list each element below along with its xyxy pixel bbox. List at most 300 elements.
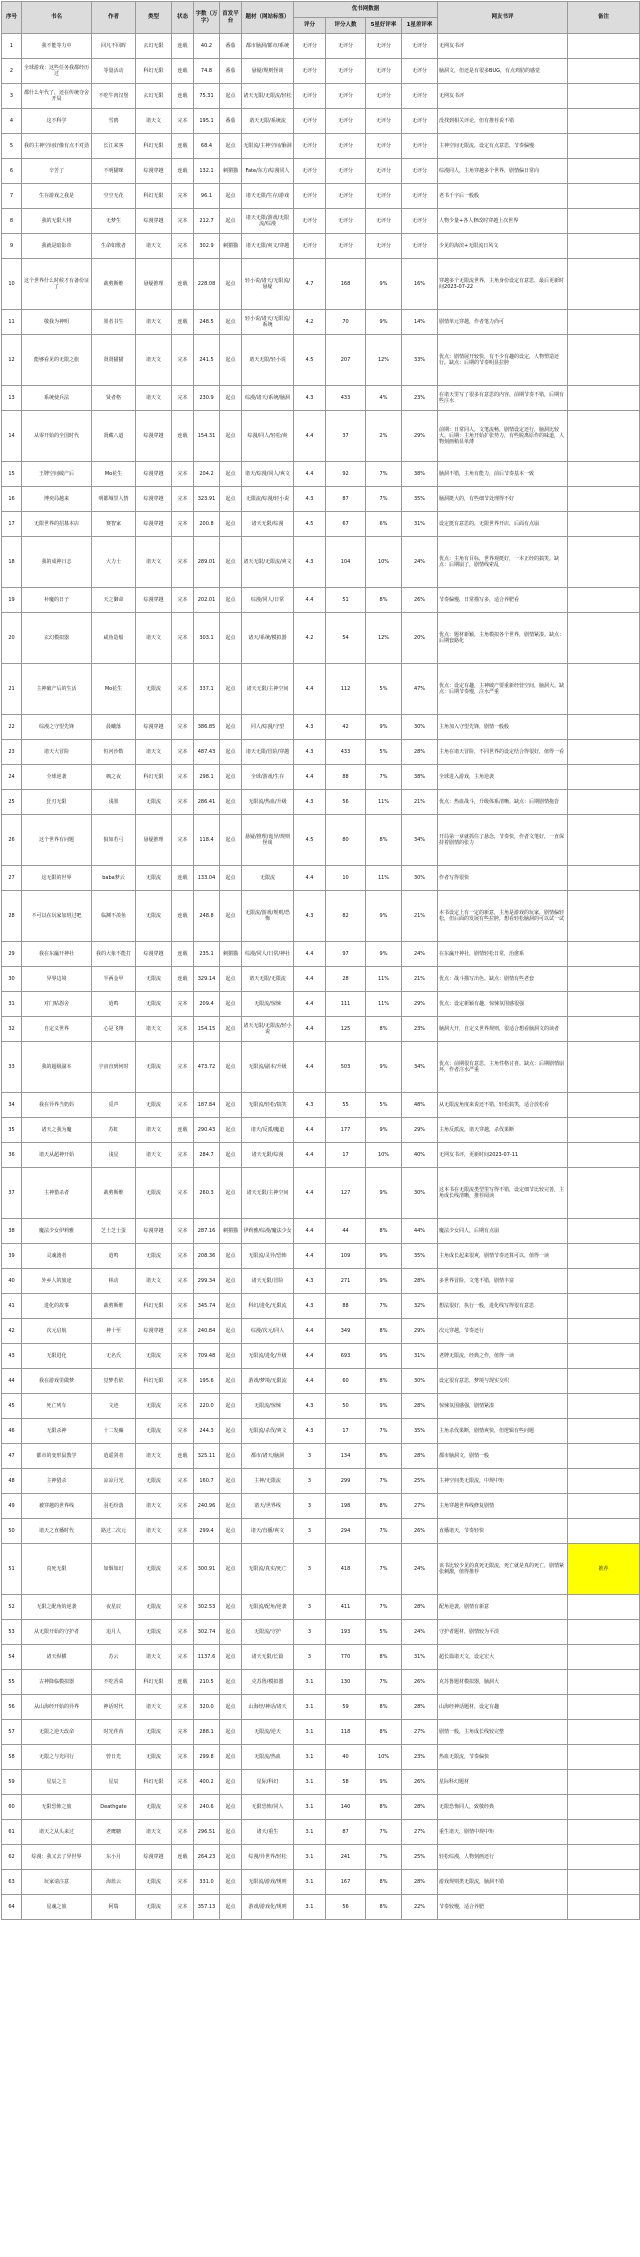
cell-five-star[interactable]: 9%	[366, 715, 402, 740]
cell-note[interactable]	[568, 1820, 640, 1845]
cell-raters[interactable]: 无评分	[326, 184, 366, 209]
cell-status[interactable]: 完本	[172, 1870, 194, 1895]
cell-words[interactable]: 290.43	[194, 1118, 220, 1143]
cell-one-star[interactable]: 29%	[402, 411, 438, 462]
cell-title[interactable]: 我的超级副本	[22, 1042, 92, 1093]
cell-genre[interactable]: 无限流	[136, 1344, 172, 1369]
cell-tags[interactable]: 科幻/进化/无限流	[242, 1294, 294, 1319]
cell-score[interactable]: 4.4	[294, 1219, 326, 1244]
cell-status[interactable]: 连载	[172, 1444, 194, 1469]
cell-score[interactable]: 无评分	[294, 34, 326, 59]
cell-five-star[interactable]: 7%	[366, 487, 402, 512]
cell-words[interactable]: 302.53	[194, 1595, 220, 1620]
cell-tags[interactable]: 无限流/守护	[242, 1620, 294, 1645]
cell-title[interactable]: 诸天从超神开始	[22, 1143, 92, 1168]
cell-status[interactable]: 完本	[172, 1595, 194, 1620]
cell-platform[interactable]: 起点	[220, 1720, 242, 1745]
cell-tags[interactable]: 诸天无限/冒险/穿越	[242, 740, 294, 765]
cell-status[interactable]: 完本	[172, 1369, 194, 1394]
cell-review[interactable]: 优点：战斗描写出色。缺点：剧情有些老套	[438, 967, 568, 992]
cell-author[interactable]: 芝士芝士蛋	[92, 1219, 136, 1244]
cell-five-star[interactable]: 8%	[366, 1494, 402, 1519]
cell-author[interactable]: 逍遥剑者	[92, 1444, 136, 1469]
cell-one-star[interactable]: 28%	[402, 1444, 438, 1469]
cell-score[interactable]: 无评分	[294, 59, 326, 84]
cell-review[interactable]: 热血无限流，节奏偏快	[438, 1745, 568, 1770]
cell-review[interactable]: 没找到相关评论，但有推荐说不错	[438, 109, 568, 134]
cell-genre[interactable]: 诸天文	[136, 1820, 172, 1845]
cell-raters[interactable]: 17	[326, 1143, 366, 1168]
cell-status[interactable]: 完本	[172, 1770, 194, 1795]
cell-review[interactable]: 无网友书评	[438, 34, 568, 59]
cell-author[interactable]: 觉梦若依	[92, 1369, 136, 1394]
cell-status[interactable]: 完本	[172, 109, 194, 134]
cell-author[interactable]: 半两金甲	[92, 967, 136, 992]
cell-genre[interactable]: 诸天文	[136, 1695, 172, 1720]
cell-note[interactable]	[568, 134, 640, 159]
cell-note[interactable]	[568, 613, 640, 664]
cell-note[interactable]	[568, 1419, 640, 1444]
cell-platform[interactable]: 起点	[220, 386, 242, 411]
table-row[interactable]	[2, 487, 640, 512]
cell-genre[interactable]: 诸天文	[136, 537, 172, 588]
cell-author[interactable]: 裁剪斯维	[92, 1294, 136, 1319]
cell-score[interactable]: 3.1	[294, 1770, 326, 1795]
cell-title[interactable]: 无限之与光同行	[22, 1745, 92, 1770]
cell-raters[interactable]: 58	[326, 1770, 366, 1795]
cell-raters[interactable]: 56	[326, 1895, 366, 1920]
table-row[interactable]	[2, 1895, 640, 1920]
cell-no[interactable]: 58	[2, 1745, 22, 1770]
cell-review[interactable]: 全球进入游戏，主角逆袭	[438, 765, 568, 790]
cell-note[interactable]	[568, 1369, 640, 1394]
cell-raters[interactable]: 67	[326, 512, 366, 537]
cell-note[interactable]	[568, 1168, 640, 1219]
cell-no[interactable]: 38	[2, 1219, 22, 1244]
table-row[interactable]	[2, 386, 640, 411]
cell-title[interactable]: 灵魂渡者	[22, 1244, 92, 1269]
cell-words[interactable]: 202.01	[194, 588, 220, 613]
cell-raters[interactable]: 28	[326, 967, 366, 992]
cell-one-star[interactable]: 30%	[402, 1369, 438, 1394]
cell-author[interactable]: 我的大象不能打	[92, 942, 136, 967]
cell-genre[interactable]: 科幻无限	[136, 184, 172, 209]
table-row[interactable]	[2, 462, 640, 487]
cell-author[interactable]: 回凡不回晖	[92, 34, 136, 59]
cell-note[interactable]	[568, 109, 640, 134]
cell-no[interactable]: 45	[2, 1394, 22, 1419]
cell-title[interactable]: 系统使兵法	[22, 386, 92, 411]
cell-five-star[interactable]: 9%	[366, 942, 402, 967]
cell-raters[interactable]: 54	[326, 613, 366, 664]
cell-review[interactable]: 克苏鲁题材模拟器，脑洞大	[438, 1670, 568, 1695]
cell-five-star[interactable]: 7%	[366, 462, 402, 487]
cell-score[interactable]: 4.4	[294, 1118, 326, 1143]
cell-words[interactable]: 240.96	[194, 1494, 220, 1519]
cell-platform[interactable]: 起点	[220, 1620, 242, 1645]
cell-genre[interactable]: 科幻无限	[136, 1770, 172, 1795]
cell-review[interactable]: 优点：主角有目标，世界观挺好，一本正经的搞笑。缺点：后期崩了，剧情线索乱	[438, 537, 568, 588]
cell-score[interactable]: 4.4	[294, 942, 326, 967]
cell-no[interactable]: 52	[2, 1595, 22, 1620]
cell-tags[interactable]: 无限流/热血	[242, 1745, 294, 1770]
cell-genre[interactable]: 科幻无限	[136, 765, 172, 790]
cell-words[interactable]: 241.5	[194, 335, 220, 386]
cell-platform[interactable]: 起点	[220, 1419, 242, 1444]
cell-one-star[interactable]: 30%	[402, 1168, 438, 1219]
cell-one-star[interactable]: 35%	[402, 487, 438, 512]
cell-one-star[interactable]: 26%	[402, 1770, 438, 1795]
cell-raters[interactable]: 80	[326, 815, 366, 866]
cell-no[interactable]: 9	[2, 234, 22, 259]
cell-score[interactable]: 3.1	[294, 1895, 326, 1920]
cell-raters[interactable]: 433	[326, 740, 366, 765]
cell-words[interactable]: 299.4	[194, 1519, 220, 1544]
cell-author[interactable]: 觅声	[92, 1093, 136, 1118]
cell-five-star[interactable]: 8%	[366, 1219, 402, 1244]
cell-words[interactable]: 331.0	[194, 1870, 220, 1895]
cell-raters[interactable]: 104	[326, 537, 366, 588]
cell-score[interactable]: 3.1	[294, 1670, 326, 1695]
cell-author[interactable]: 林动	[92, 1269, 136, 1294]
cell-platform[interactable]: 起点	[220, 1745, 242, 1770]
cell-title[interactable]: 古神降临模拟器	[22, 1670, 92, 1695]
cell-status[interactable]: 完本	[172, 1745, 194, 1770]
cell-status[interactable]: 完本	[172, 209, 194, 234]
cell-status[interactable]: 完本	[172, 487, 194, 512]
cell-title[interactable]: 能够看见的无限之旅	[22, 335, 92, 386]
cell-genre[interactable]: 无限流	[136, 1795, 172, 1820]
cell-genre[interactable]: 无限流	[136, 1469, 172, 1494]
table-row[interactable]	[2, 715, 640, 740]
cell-platform[interactable]: 番茄	[220, 59, 242, 84]
cell-five-star[interactable]: 9%	[366, 1269, 402, 1294]
cell-words[interactable]: 195.6	[194, 1369, 220, 1394]
cell-status[interactable]: 连载	[172, 1670, 194, 1695]
cell-one-star[interactable]: 22%	[402, 1895, 438, 1920]
cell-author[interactable]: 文迹	[92, 1394, 136, 1419]
cell-five-star[interactable]: 9%	[366, 310, 402, 335]
cell-title[interactable]: 诸天之直播时代	[22, 1519, 92, 1544]
header-author[interactable]: 作者	[92, 2, 136, 34]
cell-score[interactable]: 3	[294, 1444, 326, 1469]
cell-note[interactable]	[568, 967, 640, 992]
table-row[interactable]	[2, 588, 640, 613]
cell-tags[interactable]: 无限流/热血/升级	[242, 790, 294, 815]
cell-one-star[interactable]: 25%	[402, 1469, 438, 1494]
table-row[interactable]	[2, 1143, 640, 1168]
cell-five-star[interactable]: 无评分	[366, 184, 402, 209]
cell-no[interactable]: 7	[2, 184, 22, 209]
cell-author[interactable]: 不吃牛肉汉堡	[92, 84, 136, 109]
cell-one-star[interactable]: 无评分	[402, 59, 438, 84]
cell-genre[interactable]: 综漫穿越	[136, 209, 172, 234]
cell-title[interactable]: 主神猎杀者	[22, 1168, 92, 1219]
cell-no[interactable]: 32	[2, 1017, 22, 1042]
cell-genre[interactable]: 无限流	[136, 1620, 172, 1645]
cell-words[interactable]: 133.04	[194, 866, 220, 891]
cell-five-star[interactable]: 无评分	[366, 59, 402, 84]
cell-no[interactable]: 37	[2, 1168, 22, 1219]
cell-genre[interactable]: 无限流	[136, 1042, 172, 1093]
cell-raters[interactable]: 168	[326, 259, 366, 310]
table-row[interactable]	[2, 1444, 640, 1469]
cell-words[interactable]: 228.08	[194, 259, 220, 310]
cell-review[interactable]: 主神空间类无限流，中规中矩	[438, 1469, 568, 1494]
cell-score[interactable]: 4.3	[294, 1093, 326, 1118]
cell-platform[interactable]: 起点	[220, 335, 242, 386]
cell-author[interactable]: 凉凉月光	[92, 1469, 136, 1494]
cell-no[interactable]: 36	[2, 1143, 22, 1168]
cell-author[interactable]: 夜星辰	[92, 1595, 136, 1620]
table-row[interactable]	[2, 1394, 640, 1419]
cell-review[interactable]: 想法很好，执行一般，进化线写得很有意思	[438, 1294, 568, 1319]
cell-five-star[interactable]: 8%	[366, 1645, 402, 1670]
cell-five-star[interactable]: 8%	[366, 1795, 402, 1820]
cell-five-star[interactable]: 无评分	[366, 134, 402, 159]
cell-words[interactable]: 298.1	[194, 765, 220, 790]
cell-tags[interactable]: 星际/科幻	[242, 1770, 294, 1795]
cell-status[interactable]: 连载	[172, 59, 194, 84]
cell-review[interactable]: 多世界冒险，文笔不错，剧情丰富	[438, 1269, 568, 1294]
cell-review[interactable]: 节奏偏慢，日常描写多，适合养肥看	[438, 588, 568, 613]
cell-tags[interactable]: 诸天无限/无限流/轻松	[242, 84, 294, 109]
cell-one-star[interactable]: 28%	[402, 1269, 438, 1294]
cell-score[interactable]: 无评分	[294, 84, 326, 109]
cell-one-star[interactable]: 无评分	[402, 134, 438, 159]
cell-five-star[interactable]: 5%	[366, 1093, 402, 1118]
cell-title[interactable]: 辛苦了	[22, 159, 92, 184]
cell-status[interactable]: 完本	[172, 664, 194, 715]
cell-platform[interactable]: 起点	[220, 134, 242, 159]
cell-status[interactable]: 完本	[172, 1519, 194, 1544]
cell-words[interactable]: 230.9	[194, 386, 220, 411]
cell-note[interactable]	[568, 1244, 640, 1269]
cell-review[interactable]: 超长篇诸天文，设定宏大	[438, 1645, 568, 1670]
cell-no[interactable]: 17	[2, 512, 22, 537]
cell-status[interactable]: 完本	[172, 1544, 194, 1595]
cell-review[interactable]: 本书设定上有一定的新意，主角是游戏的玩家，剧情偏轻松，但后面的发展有些拉胯，想看轻松脑洞的可以试一试	[438, 891, 568, 942]
cell-author[interactable]: 生命如歌者	[92, 234, 136, 259]
table-row[interactable]	[2, 1219, 640, 1244]
cell-title[interactable]: 无限之配角的逆袭	[22, 1595, 92, 1620]
cell-no[interactable]: 51	[2, 1544, 22, 1595]
cell-one-star[interactable]: 27%	[402, 1820, 438, 1845]
cell-one-star[interactable]: 38%	[402, 462, 438, 487]
cell-author[interactable]: 雪鸥	[92, 109, 136, 134]
cell-tags[interactable]: 无限流/进化/升级	[242, 1344, 294, 1369]
cell-no[interactable]: 44	[2, 1369, 22, 1394]
cell-status[interactable]: 连载	[172, 942, 194, 967]
cell-tags[interactable]: 同人/综漫/守望	[242, 715, 294, 740]
cell-title[interactable]: 我的无限大将	[22, 209, 92, 234]
cell-tags[interactable]: 无限流/杀伐/爽文	[242, 1419, 294, 1444]
cell-platform[interactable]: 起点	[220, 664, 242, 715]
cell-note[interactable]	[568, 184, 640, 209]
header-tags[interactable]: 题材（网站标签）	[242, 2, 294, 34]
cell-tags[interactable]: 无限恐怖/同人	[242, 1795, 294, 1820]
cell-five-star[interactable]: 9%	[366, 1118, 402, 1143]
cell-one-star[interactable]: 16%	[402, 259, 438, 310]
cell-status[interactable]: 完本	[172, 1494, 194, 1519]
cell-tags[interactable]: 诸天无限/无限流/轻小说	[242, 1017, 294, 1042]
cell-five-star[interactable]: 8%	[366, 588, 402, 613]
cell-platform[interactable]: 起点	[220, 259, 242, 310]
cell-author[interactable]: 贤贤猫猫	[92, 335, 136, 386]
cell-title[interactable]: 都什么年代了，还在传统夺舍开局	[22, 84, 92, 109]
cell-tags[interactable]: Fate/东方/综漫同人	[242, 159, 294, 184]
cell-words[interactable]: 323.91	[194, 487, 220, 512]
cell-platform[interactable]: 起点	[220, 310, 242, 335]
cell-words[interactable]: 284.7	[194, 1143, 220, 1168]
cell-tags[interactable]: 综漫/诸天/系统/脑洞	[242, 386, 294, 411]
cell-tags[interactable]: 诸天无限/无限流	[242, 967, 294, 992]
cell-score[interactable]: 4.4	[294, 411, 326, 462]
cell-tags[interactable]: 克苏鲁/模拟器	[242, 1670, 294, 1695]
cell-author[interactable]: 星辰	[92, 1770, 136, 1795]
cell-no[interactable]: 41	[2, 1294, 22, 1319]
cell-one-star[interactable]: 31%	[402, 1344, 438, 1369]
cell-score[interactable]: 4.4	[294, 967, 326, 992]
cell-words[interactable]: 208.36	[194, 1244, 220, 1269]
cell-genre[interactable]: 诸天文	[136, 335, 172, 386]
cell-words[interactable]: 235.1	[194, 942, 220, 967]
cell-one-star[interactable]: 34%	[402, 815, 438, 866]
table-row[interactable]	[2, 310, 640, 335]
cell-note[interactable]	[568, 1770, 640, 1795]
cell-genre[interactable]: 无限流	[136, 1168, 172, 1219]
cell-no[interactable]: 15	[2, 462, 22, 487]
cell-no[interactable]: 40	[2, 1269, 22, 1294]
cell-author[interactable]: 空空无花	[92, 184, 136, 209]
cell-score[interactable]: 无评分	[294, 184, 326, 209]
cell-genre[interactable]: 诸天文	[136, 1645, 172, 1670]
cell-author[interactable]: baba梦云	[92, 866, 136, 891]
cell-five-star[interactable]: 8%	[366, 815, 402, 866]
cell-genre[interactable]: 无限流	[136, 891, 172, 942]
cell-platform[interactable]: 起点	[220, 1042, 242, 1093]
cell-title[interactable]: 无限世界的招募本店	[22, 512, 92, 537]
cell-review[interactable]: 开局第一章就抓住了悬念，节奏快，作者文笔好，一直保持着剧情的张力	[438, 815, 568, 866]
cell-author[interactable]: 时光荏苒	[92, 1720, 136, 1745]
cell-raters[interactable]: 167	[326, 1870, 366, 1895]
cell-raters[interactable]: 118	[326, 1720, 366, 1745]
cell-tags[interactable]: 悬疑/推理/诡异/规则怪谈	[242, 815, 294, 866]
cell-title[interactable]: 全球游戏：这些任务我都经历过	[22, 59, 92, 84]
cell-author[interactable]: 不吃香菜	[92, 1670, 136, 1695]
cell-five-star[interactable]: 8%	[366, 1870, 402, 1895]
cell-raters[interactable]: 无评分	[326, 109, 366, 134]
cell-no[interactable]: 14	[2, 411, 22, 462]
cell-tags[interactable]: 无限流/逆天	[242, 1720, 294, 1745]
cell-title[interactable]: 我在东瀛开神社	[22, 942, 92, 967]
cell-note[interactable]	[568, 234, 640, 259]
cell-score[interactable]: 3	[294, 1469, 326, 1494]
cell-title[interactable]: 自定义世界	[22, 1017, 92, 1042]
cell-raters[interactable]: 112	[326, 664, 366, 715]
cell-platform[interactable]: 起点	[220, 1143, 242, 1168]
cell-genre[interactable]: 诸天文	[136, 1269, 172, 1294]
cell-tags[interactable]: 诸天/世界线	[242, 1494, 294, 1519]
cell-genre[interactable]: 综漫穿越	[136, 1319, 172, 1344]
cell-note[interactable]	[568, 992, 640, 1017]
cell-five-star[interactable]: 8%	[366, 1369, 402, 1394]
cell-genre[interactable]: 综漫穿越	[136, 1219, 172, 1244]
table-row[interactable]	[2, 1870, 640, 1895]
cell-title[interactable]: 全球逆袭	[22, 765, 92, 790]
cell-words[interactable]: 209.4	[194, 992, 220, 1017]
cell-title[interactable]: 综漫：我又去了异世界	[22, 1845, 92, 1870]
cell-raters[interactable]: 411	[326, 1595, 366, 1620]
cell-author[interactable]: 追月人	[92, 1620, 136, 1645]
cell-author[interactable]: 裁剪斯维	[92, 259, 136, 310]
cell-genre[interactable]: 无限流	[136, 992, 172, 1017]
cell-raters[interactable]: 37	[326, 411, 366, 462]
cell-platform[interactable]: 起点	[220, 512, 242, 537]
cell-tags[interactable]: 无限流/真实/死亡	[242, 1544, 294, 1595]
table-row[interactable]	[2, 159, 640, 184]
table-row[interactable]	[2, 512, 640, 537]
cell-platform[interactable]: 起点	[220, 588, 242, 613]
cell-no[interactable]: 47	[2, 1444, 22, 1469]
cell-score[interactable]: 4.4	[294, 1042, 326, 1093]
cell-words[interactable]: 240.6	[194, 1795, 220, 1820]
cell-review[interactable]: 直播诸天，节奏轻快	[438, 1519, 568, 1544]
cell-platform[interactable]: 起点	[220, 1494, 242, 1519]
cell-author[interactable]: 苏虹	[92, 1118, 136, 1143]
cell-note[interactable]	[568, 34, 640, 59]
cell-raters[interactable]: 770	[326, 1645, 366, 1670]
header-platform[interactable]: 首发平台	[220, 2, 242, 34]
cell-no[interactable]: 53	[2, 1620, 22, 1645]
cell-words[interactable]: 325.11	[194, 1444, 220, 1469]
cell-title[interactable]: 异界边境	[22, 967, 92, 992]
cell-review[interactable]: 主角成长起来很爽，剧情节奏还算可以，值得一读	[438, 1244, 568, 1269]
cell-no[interactable]: 43	[2, 1344, 22, 1369]
cell-no[interactable]: 23	[2, 740, 22, 765]
cell-status[interactable]: 连载	[172, 159, 194, 184]
cell-review[interactable]: 节奏较慢，适合养肥	[438, 1895, 568, 1920]
cell-platform[interactable]: 番茄	[220, 109, 242, 134]
cell-one-star[interactable]: 28%	[402, 1795, 438, 1820]
cell-note[interactable]	[568, 790, 640, 815]
cell-tags[interactable]: 诸天无限/游戏/无限流/综漫	[242, 209, 294, 234]
cell-score[interactable]: 4.3	[294, 386, 326, 411]
cell-words[interactable]: 287.16	[194, 1219, 220, 1244]
cell-raters[interactable]: 299	[326, 1469, 366, 1494]
cell-review[interactable]: 优点：热血战斗，升级体系清晰。缺点：后期剧情拖沓	[438, 790, 568, 815]
cell-status[interactable]: 完本	[172, 462, 194, 487]
cell-title[interactable]: 星辰之主	[22, 1770, 92, 1795]
cell-tags[interactable]: 无限流	[242, 866, 294, 891]
cell-one-star[interactable]: 48%	[402, 1093, 438, 1118]
cell-score[interactable]: 4.4	[294, 664, 326, 715]
cell-words[interactable]: 320.0	[194, 1695, 220, 1720]
cell-tags[interactable]: 诸天无限/轻小说	[242, 335, 294, 386]
cell-status[interactable]: 连载	[172, 134, 194, 159]
cell-raters[interactable]: 59	[326, 1695, 366, 1720]
cell-note[interactable]	[568, 487, 640, 512]
cell-one-star[interactable]: 30%	[402, 866, 438, 891]
cell-words[interactable]: 248.5	[194, 310, 220, 335]
cell-genre[interactable]: 悬疑推理	[136, 815, 172, 866]
cell-score[interactable]: 3	[294, 1494, 326, 1519]
cell-raters[interactable]: 193	[326, 1620, 366, 1645]
cell-platform[interactable]: 起点	[220, 967, 242, 992]
cell-tags[interactable]: 综漫/同人/日常/神社	[242, 942, 294, 967]
cell-note[interactable]	[568, 1394, 640, 1419]
cell-review[interactable]: 优点：题材新颖，主角模拟各个世界，剧情紧凑。缺点：后期套路化	[438, 613, 568, 664]
